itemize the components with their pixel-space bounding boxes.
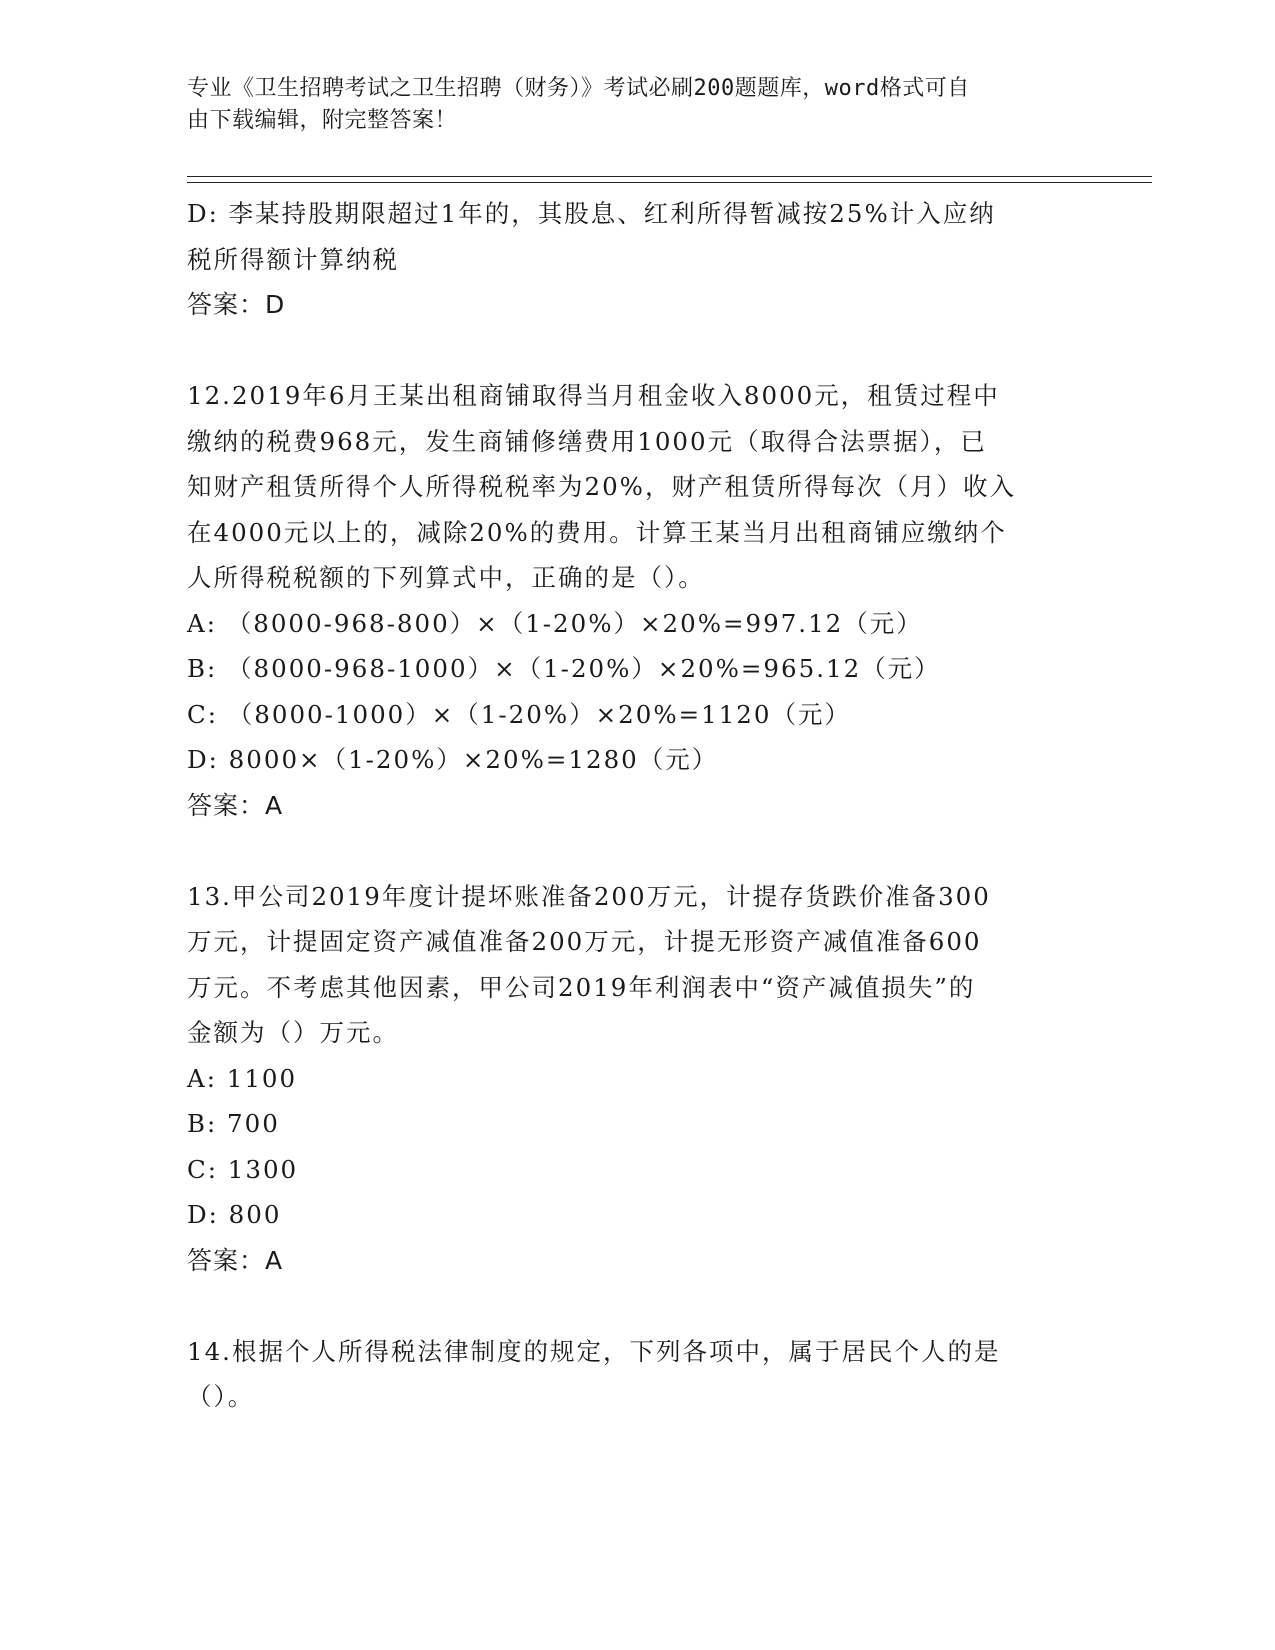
header-line-1: 专业《卫生招聘考试之卫生招聘（财务）》考试必刷200题题库，word格式可自 [187, 76, 970, 101]
question-stem-line: （）。 [187, 1382, 255, 1411]
option-c: C: 1300 [187, 1154, 299, 1184]
option-d: D: 8000×（1-20%）×20%=1280（元） [187, 745, 719, 774]
option-d: D: 800 [187, 1200, 282, 1229]
answer-label: 答案：A [187, 1245, 284, 1275]
question-stem-line: 13.甲公司2019年度计提坏账准备200万元，计提存货跌价准备300 [187, 881, 991, 911]
question-stem-line: 在4000元以上的，减除20%的费用。计算王某当月出租商铺应缴纳个 [187, 517, 1007, 547]
header-line-2: 由下载编辑，附完整答案！ [187, 108, 458, 133]
option-c: C: （8000-1000）×（1-20%）×20%=1120（元） [187, 699, 851, 729]
option-d-line-2: 税所得额计算纳税 [187, 244, 399, 274]
option-b: B: （8000-968-1000）×（1-20%）×20%=965.12（元） [187, 654, 941, 683]
answer-label: 答案：D [187, 290, 286, 319]
answer-label: 答案：A [187, 790, 284, 820]
option-a: A: （8000-968-800）×（1-20%）×20%=997.12（元） [187, 608, 923, 638]
question-spacer [187, 1283, 1087, 1329]
header-divider-bottom [187, 182, 1152, 183]
question-stem-line: 万元。不考虑其他因素，甲公司2019年利润表中“资产减值损失”的 [187, 972, 976, 1002]
question-14 [187, 1329, 1087, 1420]
question-spacer [187, 828, 1087, 874]
question-stem-line: 人所得税税额的下列算式中，正确的是（）。 [187, 563, 705, 592]
question-12 [187, 373, 1087, 828]
document-header [187, 73, 1067, 137]
question-stem-line: 知财产租赁所得个人所得税税率为20%，财产租赁所得每次（月）收入 [187, 472, 1016, 501]
option-d-line-1: D: 李某持股期限超过1年的，其股息、红利所得暂减按25%计入应纳 [187, 199, 996, 228]
header-divider-top [187, 176, 1152, 177]
question-stem-line: 12.2019年6月王某出租商铺取得当月租金收入8000元，租赁过程中 [187, 381, 1000, 410]
document-body [187, 191, 1087, 1420]
question-11-tail [187, 191, 1087, 328]
question-stem-line: 缴纳的税费968元，发生商铺修缮费用1000元（取得合法票据），已 [187, 426, 987, 456]
question-spacer [187, 328, 1087, 374]
question-stem-line: 14.根据个人所得税法律制度的规定，下列各项中，属于居民个人的是 [187, 1336, 1001, 1366]
question-stem-line: 万元，计提固定资产减值准备200万元，计提无形资产减值准备600 [187, 927, 982, 956]
option-b: B: 700 [187, 1109, 280, 1138]
option-a: A: 1100 [187, 1063, 298, 1093]
question-13 [187, 874, 1087, 1284]
question-stem-line: 金额为（）万元。 [187, 1018, 399, 1047]
